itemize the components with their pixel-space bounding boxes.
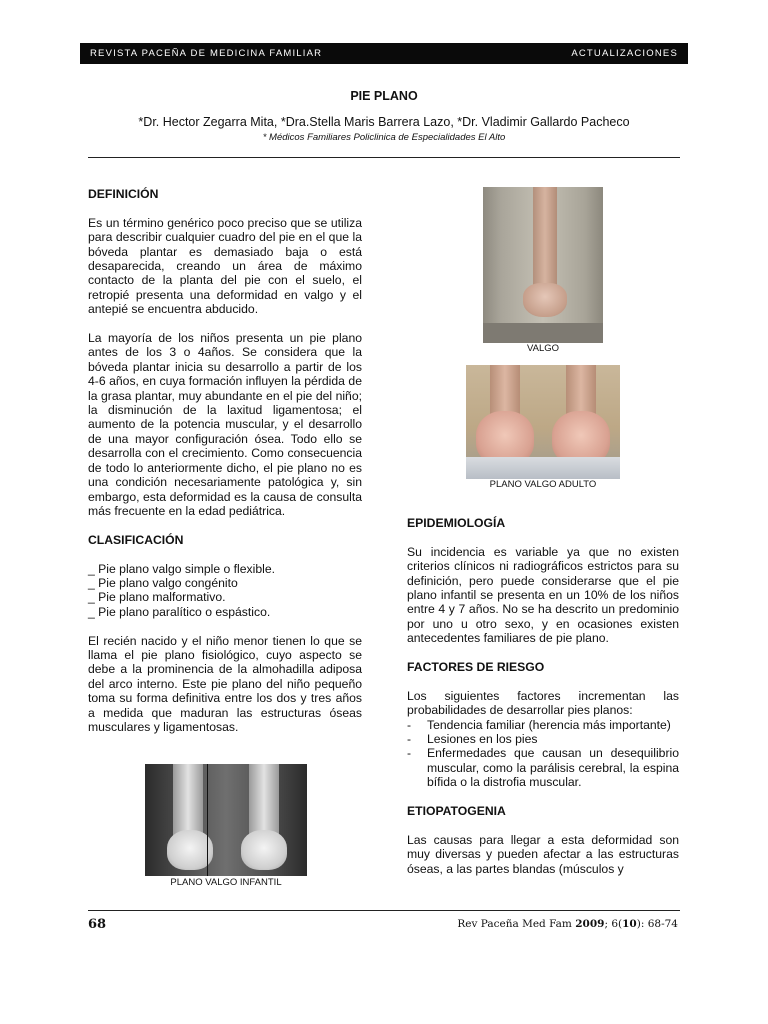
list-item: - Enfermedades que causan un desequilibrio muscular, como la parálisis cerebral, la espina bífida o la distrofia muscular.	[407, 746, 679, 789]
citation-issue: 10	[622, 918, 637, 930]
list-item: - Tendencia familiar (herencia más importante)	[407, 718, 679, 732]
header-divider	[88, 157, 680, 158]
section-name: ACTUALIZACIONES	[571, 48, 678, 59]
left-column	[88, 187, 362, 734]
citation-year: 2009	[575, 918, 605, 930]
list-item: _ Pie plano malformativo.	[88, 590, 226, 605]
heading-clasificacion: CLASIFICACIÓN	[88, 532, 184, 547]
definicion-paragraph-1: Es un término genérico poco preciso que se utiliza para describir cualquier cuadro del pie en el que la bóveda plantar es demasiado baja o está desaparecida, creando un área de máximo contacto de la planta del pie con el suelo, el retropié presenta una deformidad en valgo y el antepié se encuentra abducido.	[88, 215, 362, 317]
footer-divider	[88, 910, 680, 911]
clasificacion-list	[88, 562, 362, 620]
citation-pages: ): 68-74	[636, 918, 678, 930]
definicion-paragraph-2: La mayoría de los niños presenta un pie plano antes de los 3 o 4años. Se considera que la bóveda plantar inicia su desarrollo a partir de los 4-6 años, en cuya formación influyen la pérdida de la grasa plantar, muy abundante en el pie del niño; la disminución de la laxitud ligamentosa; el aumento de la potencia muscular, y el desarrollo de una mayor configuración ósea. Todo ello se desarrolla con el crecimiento. Como consecuencia de todo lo anteriormente dicho, el pie plano no es una condición necesariamente patológica y, sin embargo, esta deformidad es la causa de consulta más frecuente en la edad pediátrica.	[88, 331, 362, 518]
citation-volume: ; 6(	[604, 918, 623, 930]
heading-epidemiologia: EPIDEMIOLOGÍA	[407, 516, 506, 530]
citation-prefix: Rev Paceña Med Fam	[457, 918, 576, 930]
caption-plano-valgo-adulto: PLANO VALGO ADULTO	[489, 479, 597, 490]
list-item: _ Pie plano paralítico o espástico.	[88, 604, 271, 619]
list-item: _ Pie plano valgo congénito	[88, 575, 238, 590]
article-authors: *Dr. Hector Zegarra Mita, *Dra.Stella Maris Barrera Lazo, *Dr. Vladimir Gallardo Pacheco	[138, 115, 630, 129]
clasificacion-paragraph: El recién nacido y el niño menor tienen lo que se llama el pie plano fisiológico, cuyo aspecto se debe a la prominencia de la almohadilla adiposa del arco interno. Este pie plano del niño pequeño toma su forma definitiva entre los dos y tres años a medida que maduran las estructuras óseas musculares y ligamentosas.	[88, 633, 362, 734]
factores-list	[407, 718, 679, 790]
caption-valgo: VALGO	[526, 343, 560, 354]
heading-etiopatogenia: ETIOPATOGENIA	[407, 804, 506, 819]
heading-definicion: DEFINICIÓN	[88, 187, 159, 201]
factores-intro: Los siguientes factores incrementan las probabilidades de desarrollar pies planos:	[407, 688, 679, 718]
photo-plano-valgo-adulto	[466, 365, 620, 479]
etiopatogenia-paragraph: Las causas para llegar a esta deformidad son muy diversas y pueden afectar a las estructuras óseas, a las partes blandas (músculos y	[407, 832, 679, 876]
heading-factores-de-riesgo: FACTORES DE RIESGO	[407, 660, 545, 675]
journal-name: REVISTA PACEÑA DE MEDICINA FAMILIAR	[90, 48, 323, 59]
list-item: - Lesiones en los pies	[407, 732, 679, 746]
article-affiliation: * Médicos Familiares Policlinica de Especialidades El Alto	[262, 132, 506, 143]
right-column	[407, 516, 679, 876]
caption-plano-valgo-infantil: PLANO VALGO INFANTIL	[170, 877, 282, 888]
photo-valgo	[483, 187, 603, 343]
footer-citation	[457, 918, 678, 930]
article-title: PIE PLANO	[350, 89, 418, 103]
list-item: _ Pie plano valgo simple o flexible.	[88, 561, 275, 576]
page-number: 68	[88, 917, 107, 932]
photo-plano-valgo-infantil	[145, 764, 307, 876]
journal-header-bar	[80, 43, 688, 64]
epidemiologia-paragraph: Su incidencia es variable ya que no existen criterios clínicos ni radiográficos estrictos para su definición, pero puede considerarse que el pie plano infantil se presenta en un 10% de los niños entre 4 y 7 años. No se ha descrito un predominio por uno u otro sexo, y en ocasiones existen antecedentes familiares de pie plano.	[407, 544, 679, 646]
